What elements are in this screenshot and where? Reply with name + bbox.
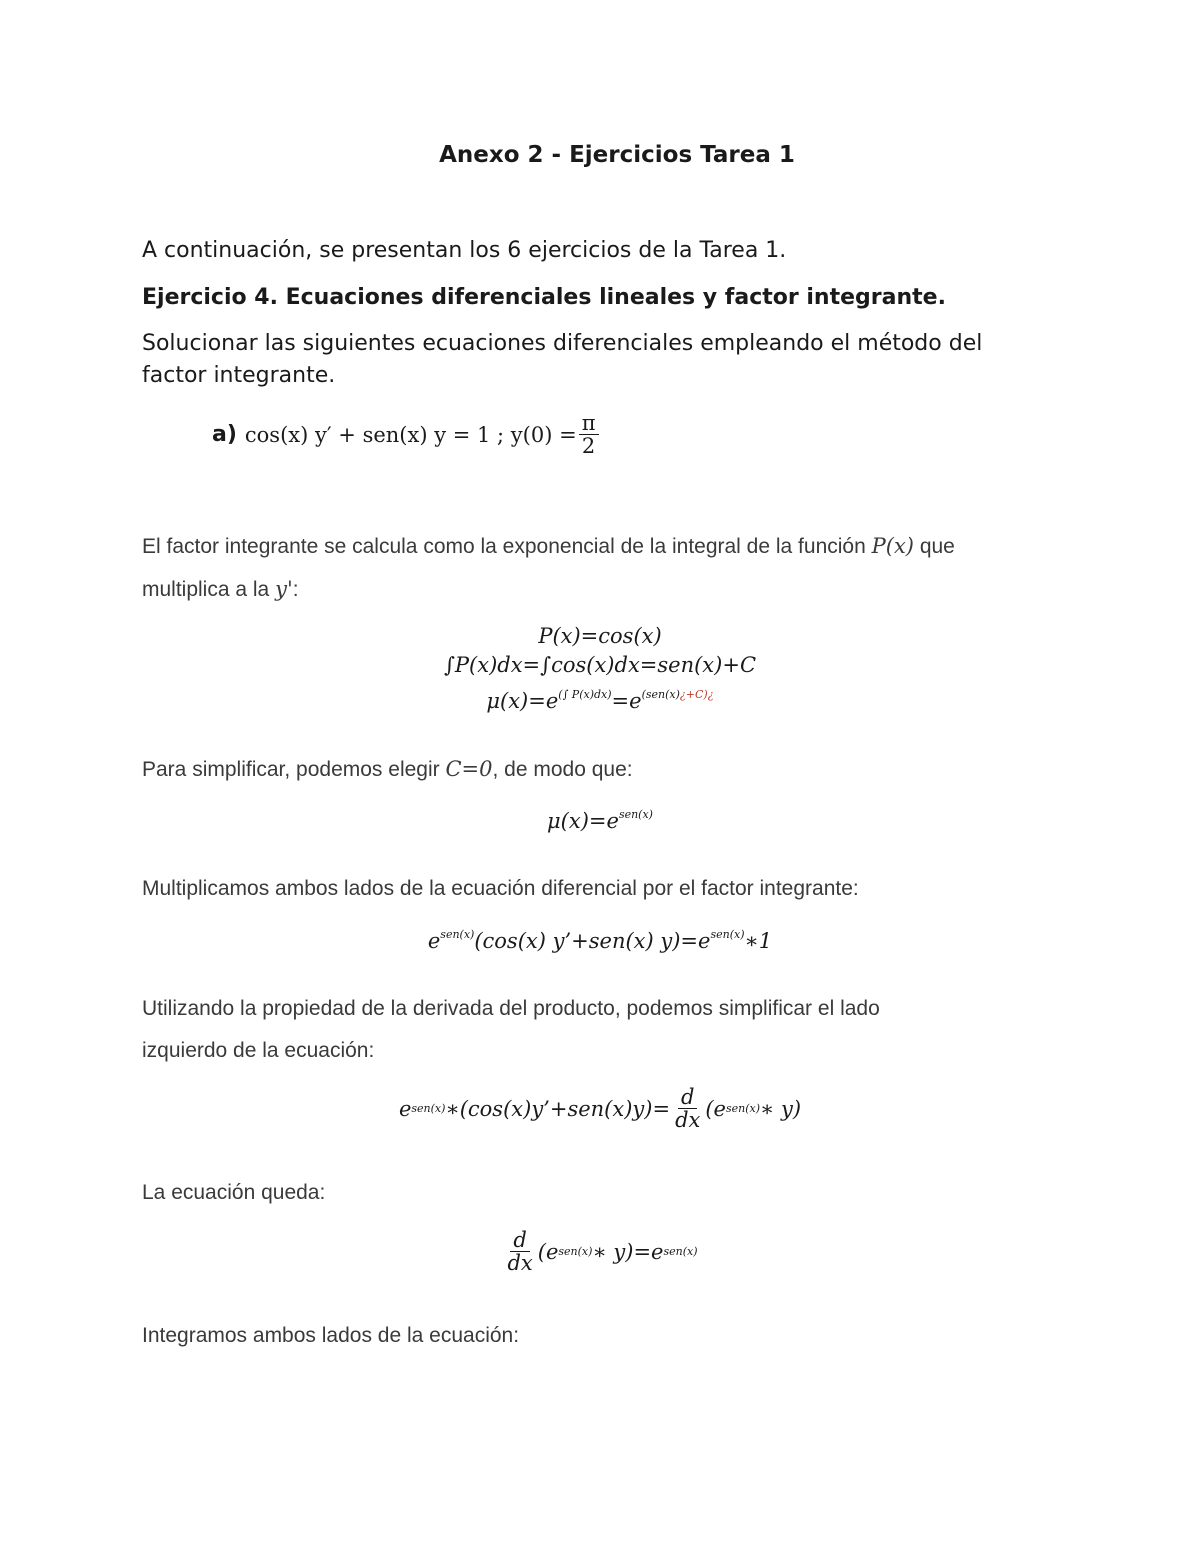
equation-final	[0, 1229, 1200, 1274]
equation-prod-body: ∗(cos(x)y’+sen(x)y)=	[445, 1096, 671, 1121]
fraction-numerator: π	[579, 412, 599, 435]
equation-final-exponent: sen(x)	[558, 1245, 593, 1259]
equation-final-fraction	[504, 1229, 535, 1274]
paragraph-5: La ecuación queda:	[142, 1181, 326, 1204]
paragraph-1-colon: :	[292, 578, 299, 601]
intro-text: A continuación, se presentan los 6 ejercicios de la Tarea 1.	[142, 238, 787, 263]
paragraph-4-line-1: Utilizando la propiedad de la derivada del producto, podemos simplificar el lado	[142, 997, 880, 1020]
equation-final-e: (e	[537, 1239, 559, 1264]
paragraph-1-text-c: multiplica a la	[142, 578, 270, 601]
paragraph-2	[142, 757, 633, 782]
equation-mu2-lhs: μ(x)=e	[547, 809, 619, 833]
equation-prod-exponent-2: sen(x)	[725, 1102, 761, 1116]
paragraph-1-line-1	[142, 534, 955, 559]
paragraph-6: Integramos ambos lados de la ecuación:	[142, 1324, 520, 1347]
document-title: Anexo 2 - Ejercicios Tarea 1	[439, 142, 795, 168]
equation-px: P(x)=cos(x)	[538, 624, 662, 648]
equation-integral: ∫P(x)dx=∫cos(x)dx=sen(x)+C	[443, 653, 757, 677]
equation-mu	[0, 688, 1200, 713]
equation-mu-mid: =e	[611, 689, 642, 713]
inline-math-px: P(x)	[871, 534, 914, 558]
equation-final-denominator: dx	[507, 1251, 533, 1276]
inline-math-yprime: y'	[275, 577, 293, 601]
equation-mu-lhs: μ(x)=e	[486, 689, 559, 713]
equation-mult-exponent-2: sen(x)	[710, 928, 745, 941]
paragraph-2-text-b: , de modo que:	[492, 758, 633, 781]
equation-prod-e: e	[398, 1096, 412, 1121]
equation-mu2-exponent: sen(x)	[618, 808, 653, 821]
instruction-line-2: factor integrante.	[142, 363, 336, 388]
equation-mult-exponent: sen(x)	[440, 928, 475, 941]
equation-mu-exponent-2b: ¿+C)¿	[679, 688, 714, 701]
paragraph-2-text-a: Para simplificar, podemos elegir	[142, 758, 440, 781]
equation-prod-exponent: sen(x)	[411, 1102, 446, 1116]
equation-prod-numerator: d	[678, 1086, 697, 1109]
part-a-equation	[212, 412, 601, 457]
equation-mu-exponent-2a: (sen(x)	[641, 688, 680, 701]
paragraph-1-text-b: que	[919, 535, 955, 558]
paragraph-4-line-2: izquierdo de la ecuación:	[142, 1039, 375, 1062]
paragraph-1-text-a: El factor integrante se calcula como la exponencial de la integral de la función	[142, 535, 866, 558]
equation-multiplied	[0, 928, 1200, 953]
part-equation-fraction	[579, 412, 599, 457]
fraction-denominator: 2	[581, 434, 596, 459]
equation-mult-body: (cos(x) y’+sen(x) y)=e	[474, 929, 711, 953]
equation-final-mid: ∗ y)=e	[592, 1239, 664, 1264]
equation-prod-e2: (e	[705, 1096, 726, 1121]
equation-product-rule	[0, 1086, 1200, 1131]
equation-final-exponent-2: sen(x)	[663, 1245, 698, 1259]
inline-math-c-zero: C=0	[445, 757, 493, 781]
equation-prod-fraction	[672, 1086, 703, 1131]
part-label: a)	[212, 422, 237, 448]
equation-mu-exponent-1: (∫ P(x)dx)	[558, 688, 612, 701]
paragraph-3: Multiplicamos ambos lados de la ecuación diferencial por el factor integrante:	[142, 877, 859, 900]
equation-mult-tail: ∗1	[744, 929, 773, 953]
exercise-heading: Ejercicio 4. Ecuaciones diferenciales lineales y factor integrante.	[142, 285, 946, 310]
equation-mult-e: e	[427, 929, 441, 953]
equation-prod-tail: ∗ y)	[760, 1096, 802, 1121]
equation-final-numerator: d	[510, 1229, 529, 1252]
instruction-line-1: Solucionar las siguientes ecuaciones diferenciales empleando el método del	[142, 331, 983, 356]
part-equation-lhs: cos(x) y′ + sen(x) y = 1 ; y(0) =	[244, 422, 577, 447]
equation-prod-denominator: dx	[675, 1108, 701, 1133]
equation-mu-simplified	[0, 808, 1200, 833]
paragraph-1-line-2	[142, 577, 299, 602]
